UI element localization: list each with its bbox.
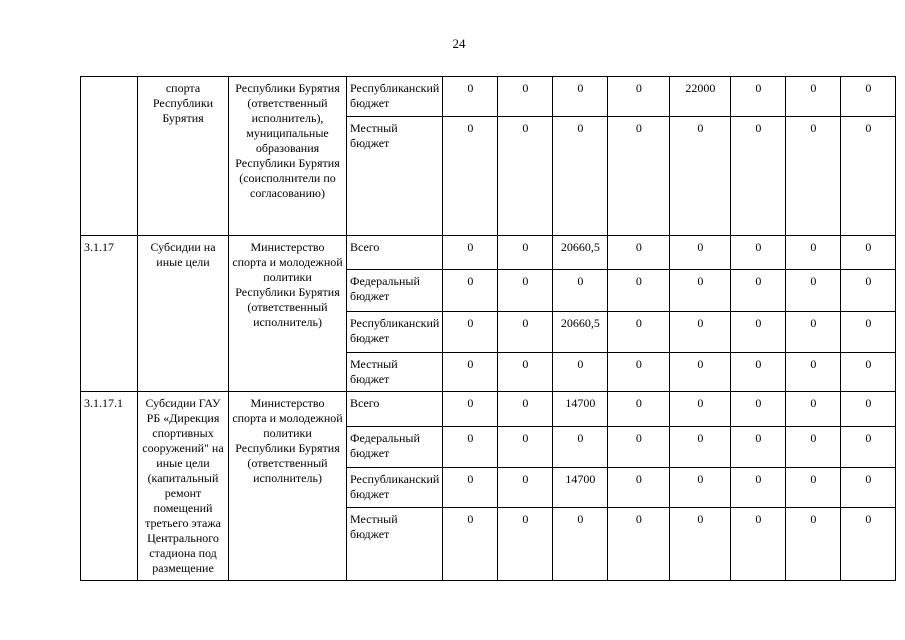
amount-cell: 0 <box>670 508 731 581</box>
amount-cell: 0 <box>498 77 553 117</box>
amount-cell: 0 <box>731 77 786 117</box>
amount-cell: 0 <box>841 117 896 236</box>
amount-cell: 22000 <box>670 77 731 117</box>
amount-cell: 0 <box>731 508 786 581</box>
funding-source: Всего <box>347 236 443 270</box>
funding-source: Федеральный бюджет <box>347 427 443 468</box>
funding-source: Всего <box>347 392 443 427</box>
amount-cell: 0 <box>670 270 731 312</box>
amount-cell: 0 <box>670 427 731 468</box>
amount-cell: 0 <box>731 270 786 312</box>
funding-source: Местный бюджет <box>347 117 443 236</box>
amount-cell: 0 <box>443 353 498 392</box>
amount-cell: 0 <box>841 427 896 468</box>
amount-cell: 0 <box>731 117 786 236</box>
amount-cell: 0 <box>443 427 498 468</box>
amount-cell: 0 <box>670 392 731 427</box>
amount-cell: 0 <box>841 468 896 508</box>
amount-cell: 0 <box>841 270 896 312</box>
funding-source: Республиканский бюджет <box>347 77 443 117</box>
amount-cell: 0 <box>841 392 896 427</box>
budget-table <box>80 76 896 581</box>
amount-cell: 0 <box>608 468 670 508</box>
amount-cell: 0 <box>731 312 786 353</box>
amount-cell: 0 <box>443 508 498 581</box>
amount-cell: 0 <box>731 427 786 468</box>
amount-cell: 14700 <box>553 392 608 427</box>
table-row <box>81 77 896 117</box>
executor: Министерство спорта и молодежной политики Республики Бурятия (ответственный исполнитель) <box>229 236 347 392</box>
amount-cell: 0 <box>841 77 896 117</box>
activity-name: Субсидии ГАУ РБ «Дирекция спортивных сооружений" на иные цели (капитальный ремонт помещений третьего этажа Центрального стадиона под размещение <box>138 392 229 581</box>
amount-cell: 0 <box>841 236 896 270</box>
amount-cell: 0 <box>553 508 608 581</box>
amount-cell: 0 <box>731 353 786 392</box>
activity-name: спорта Республики Бурятия <box>138 77 229 236</box>
amount-cell: 0 <box>841 353 896 392</box>
amount-cell: 0 <box>786 427 841 468</box>
amount-cell: 0 <box>608 117 670 236</box>
amount-cell: 0 <box>608 312 670 353</box>
amount-cell: 0 <box>553 353 608 392</box>
amount-cell: 0 <box>608 77 670 117</box>
executor: Министерство спорта и молодежной политики Республики Бурятия (ответственный исполнитель) <box>229 392 347 581</box>
amount-cell: 0 <box>670 353 731 392</box>
amount-cell: 0 <box>786 392 841 427</box>
amount-cell: 0 <box>786 353 841 392</box>
amount-cell: 0 <box>670 468 731 508</box>
funding-source: Местный бюджет <box>347 508 443 581</box>
executor: Республики Бурятия (ответственный исполнитель), муниципальные образования Республики Бурятия (соисполнители по согласованию) <box>229 77 347 236</box>
amount-cell: 0 <box>498 117 553 236</box>
amount-cell: 0 <box>670 312 731 353</box>
table-row <box>81 392 896 427</box>
funding-source: Местный бюджет <box>347 353 443 392</box>
amount-cell: 0 <box>443 312 498 353</box>
amount-cell: 0 <box>498 236 553 270</box>
amount-cell: 0 <box>498 353 553 392</box>
amount-cell: 0 <box>608 508 670 581</box>
row-code <box>81 77 138 236</box>
amount-cell: 0 <box>443 392 498 427</box>
row-code: 3.1.17 <box>81 236 138 392</box>
amount-cell: 0 <box>498 427 553 468</box>
amount-cell: 0 <box>786 312 841 353</box>
amount-cell: 0 <box>553 427 608 468</box>
funding-source: Республиканский бюджет <box>347 312 443 353</box>
amount-cell: 0 <box>731 468 786 508</box>
funding-source: Республиканский бюджет <box>347 468 443 508</box>
amount-cell: 0 <box>786 270 841 312</box>
amount-cell: 0 <box>670 117 731 236</box>
amount-cell: 0 <box>841 508 896 581</box>
page-number: 24 <box>452 36 466 51</box>
row-code: 3.1.17.1 <box>81 392 138 581</box>
amount-cell: 0 <box>553 77 608 117</box>
amount-cell: 0 <box>786 117 841 236</box>
amount-cell: 0 <box>608 392 670 427</box>
amount-cell: 0 <box>786 77 841 117</box>
amount-cell: 0 <box>553 270 608 312</box>
amount-cell: 0 <box>443 468 498 508</box>
amount-cell: 0 <box>608 270 670 312</box>
amount-cell: 0 <box>608 427 670 468</box>
amount-cell: 20660,5 <box>553 236 608 270</box>
table-row <box>81 236 896 270</box>
amount-cell: 0 <box>608 353 670 392</box>
amount-cell: 0 <box>443 270 498 312</box>
amount-cell: 0 <box>443 236 498 270</box>
amount-cell: 0 <box>498 312 553 353</box>
amount-cell: 0 <box>786 468 841 508</box>
amount-cell: 0 <box>786 508 841 581</box>
amount-cell: 0 <box>498 270 553 312</box>
amount-cell: 0 <box>498 392 553 427</box>
amount-cell: 0 <box>841 312 896 353</box>
amount-cell: 20660,5 <box>553 312 608 353</box>
amount-cell: 0 <box>731 392 786 427</box>
activity-name: Субсидии на иные цели <box>138 236 229 392</box>
amount-cell: 0 <box>731 236 786 270</box>
amount-cell: 0 <box>553 117 608 236</box>
funding-source: Федеральный бюджет <box>347 270 443 312</box>
amount-cell: 14700 <box>553 468 608 508</box>
amount-cell: 0 <box>498 508 553 581</box>
amount-cell: 0 <box>786 236 841 270</box>
amount-cell: 0 <box>498 468 553 508</box>
amount-cell: 0 <box>443 117 498 236</box>
amount-cell: 0 <box>608 236 670 270</box>
amount-cell: 0 <box>670 236 731 270</box>
amount-cell: 0 <box>443 77 498 117</box>
